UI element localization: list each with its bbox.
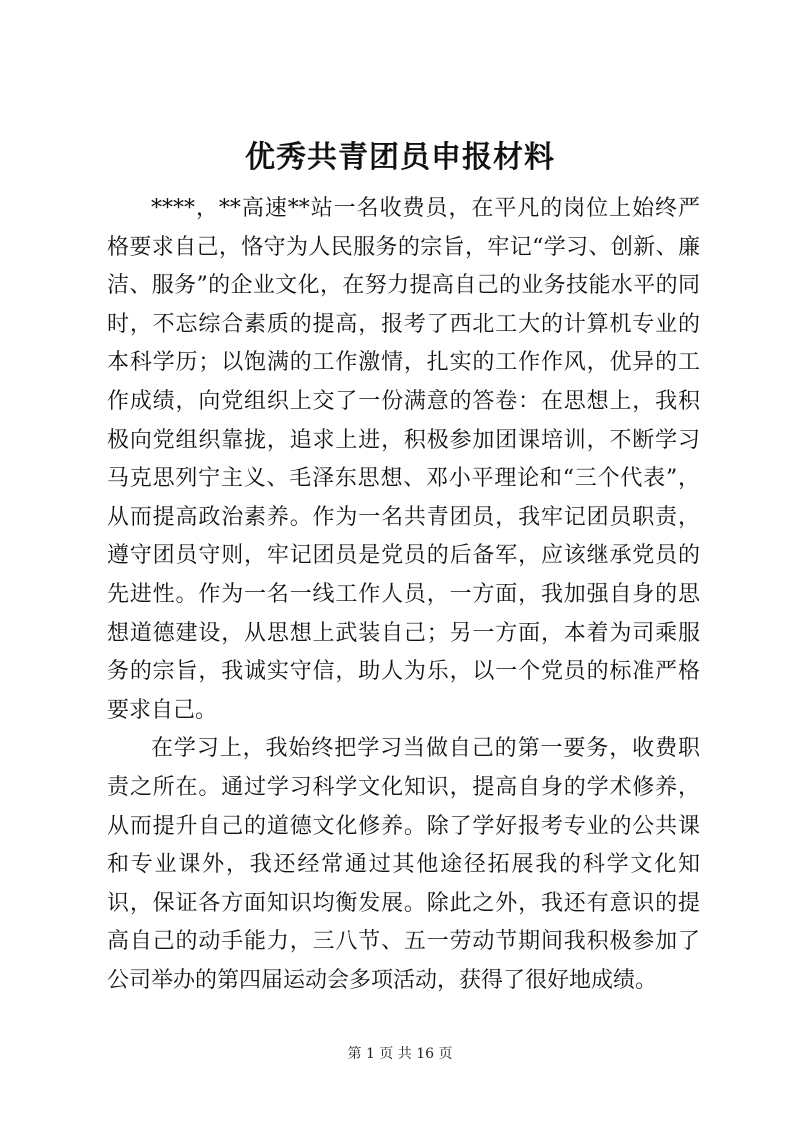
document-body	[107, 190, 700, 1000]
document-title: 优秀共青团员申报材料	[245, 140, 555, 175]
paragraph-1: ****，**高速**站一名收费员，在平凡的岗位上始终严格要求自己，恪守为人民服务的宗旨，牢记“学习、创新、廉洁、服务”的企业文化，在努力提高自己的业务技能水平的同时，不忘综合素质的提高，报考了西北工大的计算机专业的本科学历；以饱满的工作激情，扎实的工作作风，优异的工作成绩，向党组织上交了一份满意的答卷：在思想上，我积极向党组织靠拢，追求上进，积极参加团课培训，不断学习马克思列宁主义、毛泽东思想、邓小平理论和“三个代表”，从而提高政治素养。作为一名共青团员，我牢记团员职责，遵守团员守则，牢记团员是党员的后备军，应该继承党员的先进性。作为一名一线工作人员，一方面，我加强自身的思想道德建设，从思想上武装自己；另一方面，本着为司乘服务的宗旨，我诚实守信，助人为乐，以一个党员的标准严格要求自己。	[107, 196, 700, 723]
paragraph-2: 在学习上，我始终把学习当做自己的第一要务，收费职责之所在。通过学习科学文化知识，提高自身的学术修养，从而提升自己的道德文化修养。除了学好报考专业的公共课和专业课外，我还经常通过其他途径拓展我的科学文化知识，保证各方面知识均衡发展。除此之外，我还有意识的提高自己的动手能力，三八节、五一劳动节期间我积极参加了公司举办的第四届运动会多项活动，获得了很好地成绩。	[107, 736, 700, 993]
page-footer: 第 1 页 共 16 页	[347, 1046, 453, 1062]
